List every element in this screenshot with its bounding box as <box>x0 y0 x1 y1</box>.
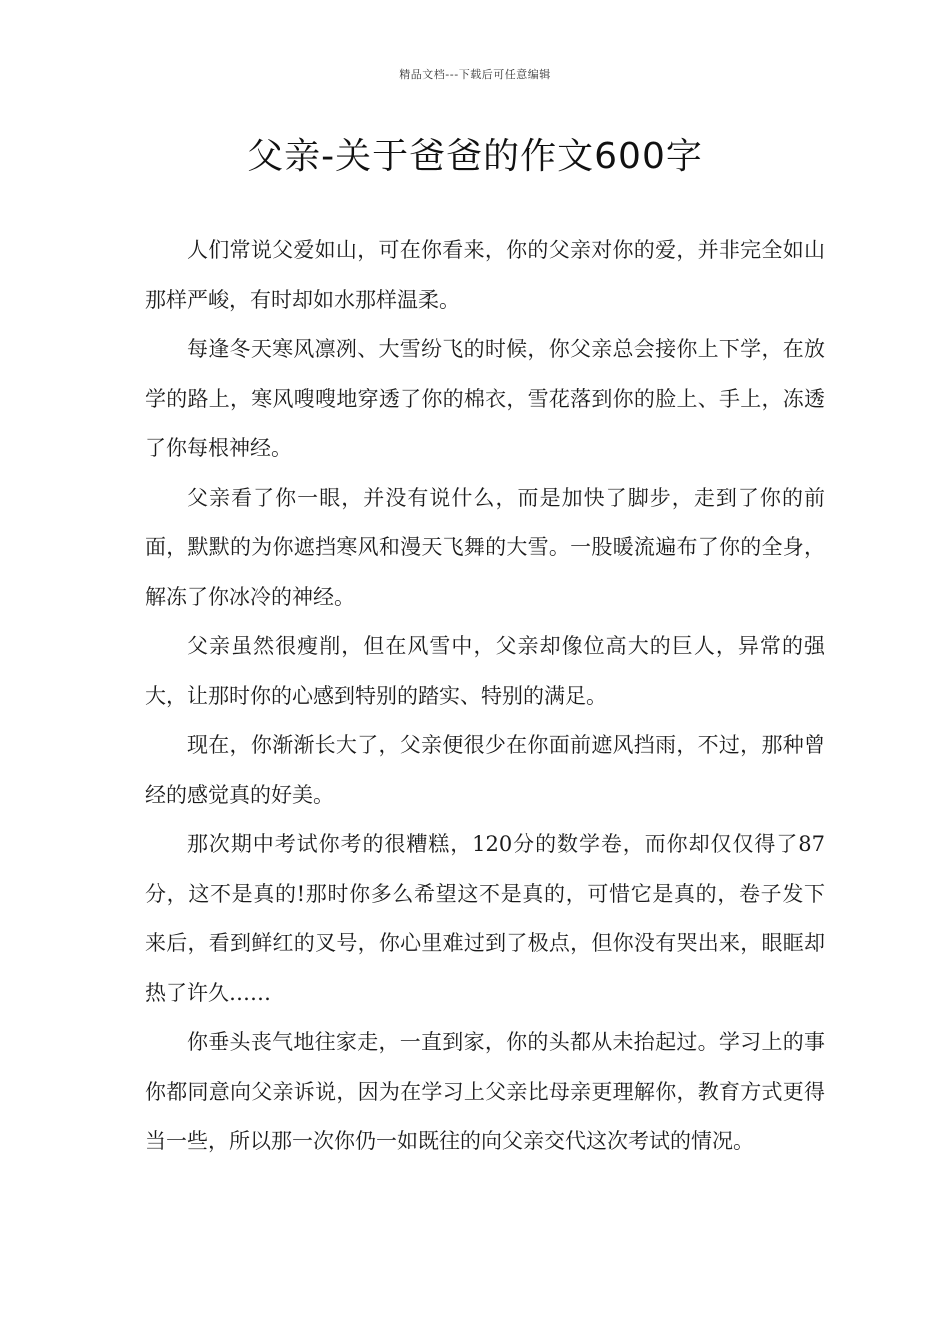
paragraph: 你垂头丧气地往家走，一直到家，你的头都从未抬起过。学习上的事你都同意向父亲诉说，因为在学习上父亲比母亲更理解你，教育方式更得当一些，所以那一次你仍一如既往的向父亲交代这次考试的情况。 <box>145 1030 825 1153</box>
paragraph: 父亲虽然很瘦削，但在风雪中，父亲却像位高大的巨人，异常的强大，让那时你的心感到特别的踏实、特别的满足。 <box>145 634 825 708</box>
paragraph: 那次期中考试你考的很糟糕，120分的数学卷，而你却仅仅得了87分，这不是真的!那时你多么希望这不是真的，可惜它是真的，卷子发下来后，看到鲜红的叉号，你心里难过到了极点，但你没有哭出来，眼眶却热了许久…… <box>145 832 825 1005</box>
paragraph: 现在，你渐渐长大了，父亲便很少在你面前遮风挡雨，不过，那种曾经的感觉真的好美。 <box>145 733 825 807</box>
document-header: 精品文档---下载后可任意编辑 <box>399 68 551 81</box>
paragraph: 每逢冬天寒风凛冽、大雪纷飞的时候，你父亲总会接你上下学，在放学的路上，寒风嗖嗖地穿透了你的棉衣，雪花落到你的脸上、手上，冻透了你每根神经。 <box>145 337 825 460</box>
paragraph: 父亲看了你一眼，并没有说什么，而是加快了脚步，走到了你的前面，默默的为你遮挡寒风和漫天飞舞的大雪。一股暖流遍布了你的全身，解冻了你冰冷的神经。 <box>145 485 825 609</box>
paragraph: 人们常说父爱如山，可在你看来，你的父亲对你的爱，并非完全如山那样严峻，有时却如水那样温柔。 <box>145 238 825 312</box>
document-body <box>145 226 825 1167</box>
document-title: 父亲-关于爸爸的作文600字 <box>247 136 703 177</box>
